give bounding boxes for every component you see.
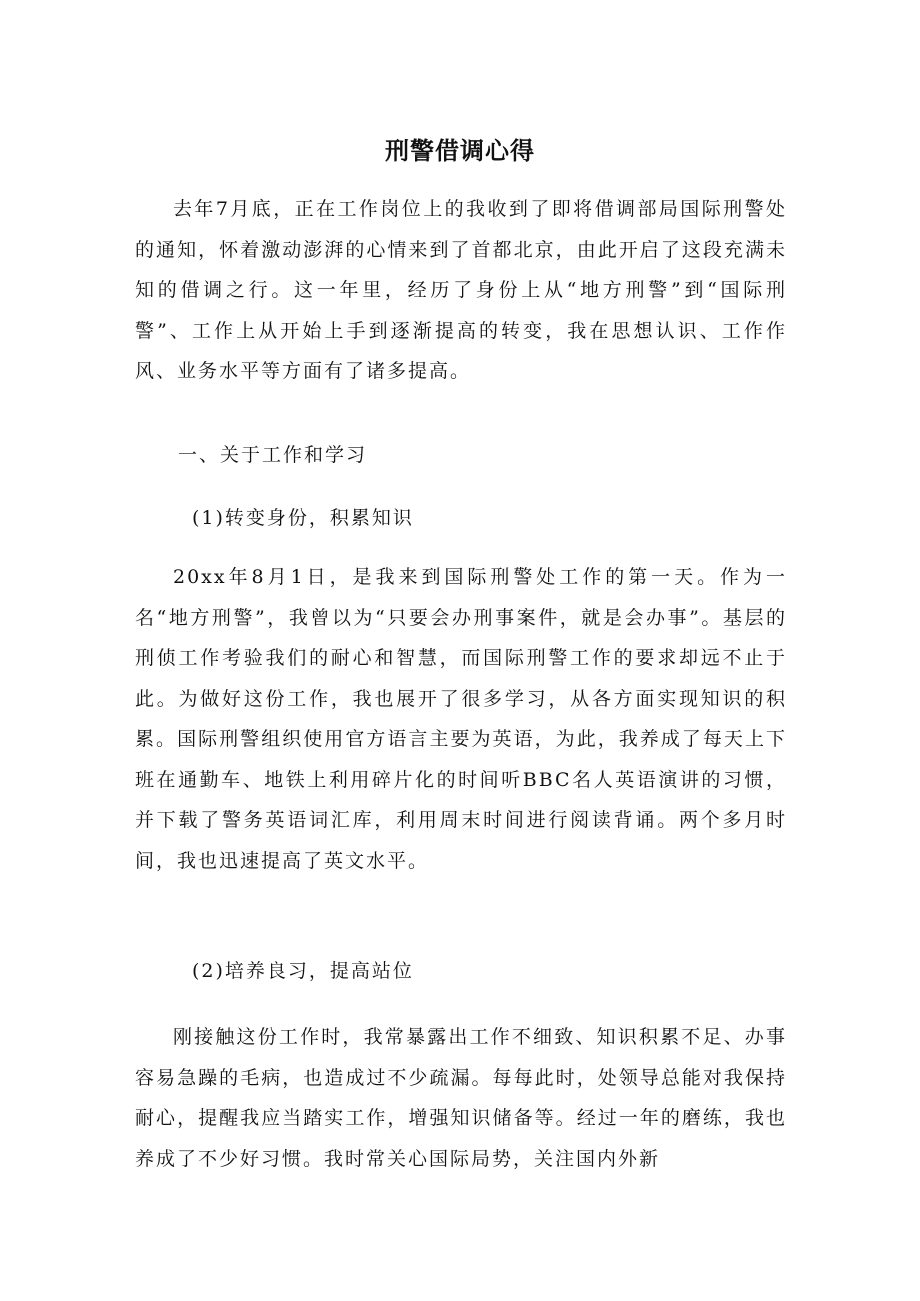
body-paragraph-1: 去年7月底，正在工作岗位上的我收到了即将借调部局国际刑警处的通知，怀着激动澎湃的心情来到了首都北京，由此开启了这段充满未知的借调之行。这一年里，经历了身份上从“地方刑警”到“国际刑警”、工作上从开始上手到逐渐提高的转变，我在思想认识、工作作风、业务水平等方面有了诸多提高。 <box>135 198 787 382</box>
body-paragraph-2: 20xx年8月1日，是我来到国际刑警处工作的第一天。作为一名“地方刑警”，我曾以为“只要会办刑事案件，就是会办事”。基层的刑侦工作考验我们的耐心和智慧，而国际刑警工作的要求却远不止于此。为做好这份工作，我也展开了很多学习，从各方面实现知识的积累。国际刑警组织使用官方语言主要为英语，为此，我养成了每天上下班在通勤车、地铁上利用碎片化的时间听BBC名人英语演讲的习惯，并下载了警务英语词汇库，利用周末时间进行阅读背诵。两个多月时间，我也迅速提高了英文水平。 <box>135 566 787 872</box>
subsection-heading-1: (1)转变身份，积累知识 <box>192 507 414 529</box>
section-heading-work-and-study: 一、关于工作和学习 <box>178 444 368 466</box>
body-paragraph-3: 刚接触这份工作时，我常暴露出工作不细致、知识积累不足、办事容易急躁的毛病，也造成过不少疏漏。每每此时，处领导总能对我保持耐心，提醒我应当踏实工作，增强知识储备等。经过一年的磨练，我也养成了不少好习惯。我时常关心国际局势，关注国内外新 <box>135 1026 787 1170</box>
document-title: 刑警借调心得 <box>385 137 535 165</box>
subsection-heading-2: (2)培养良习，提高站位 <box>192 960 414 982</box>
